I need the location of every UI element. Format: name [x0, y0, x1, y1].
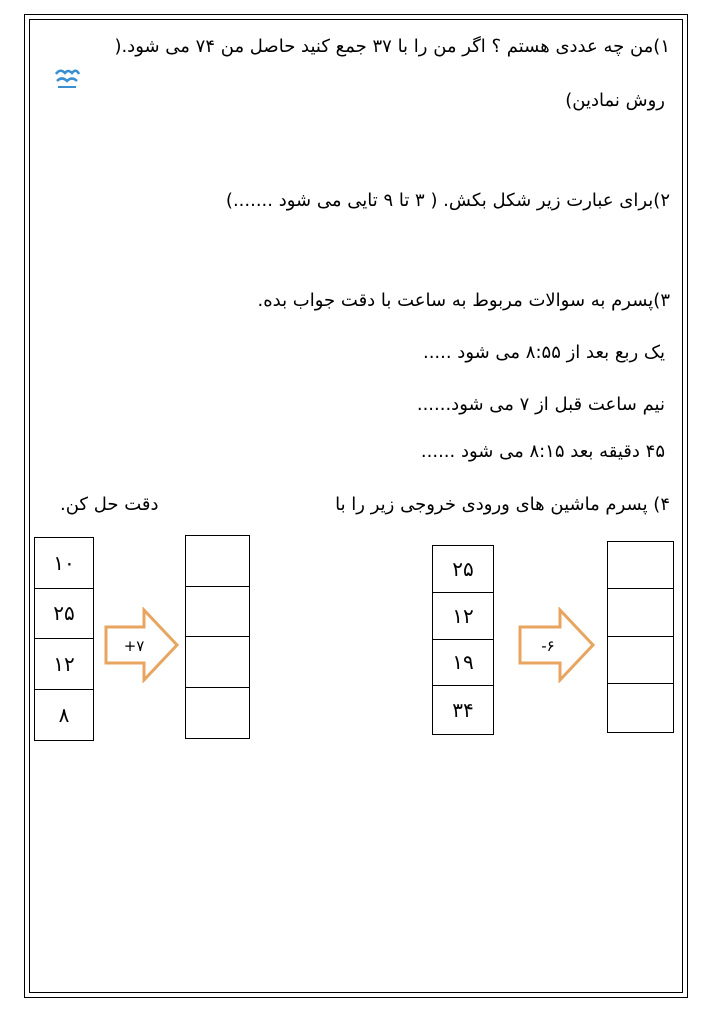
machine-left-input-2: ۲۵ [35, 589, 93, 640]
machine-left-operation: +۷ [123, 637, 145, 655]
question-3-item-2: نیم ساعت قبل از ۷ می شود...... [416, 394, 665, 415]
question-3-intro: ۳)پسرم به سوالات مربوط به ساعت با دقت جواب بده. [257, 290, 670, 311]
question-1-line-2: روش نمادین) [565, 90, 665, 111]
machine-left-output-2 [186, 587, 249, 638]
machine-right-input-3: ۱۹ [433, 640, 493, 687]
machine-right-output-1 [608, 542, 673, 589]
question-3-item-1: یک ربع بعد از ۸:۵۵ می شود ..... [422, 342, 665, 363]
question-1-line-1: ۱)من چه عددی هستم ؟ اگر من را با ۳۷ جمع کنید حاصل من ۷۴ می شود.( [114, 36, 670, 57]
logo-icon [52, 64, 82, 94]
machine-right-input-1: ۲۵ [433, 546, 493, 593]
machine-right-output-2 [608, 589, 673, 636]
machine-right-arrow [518, 607, 596, 683]
machine-left-input-1: ۱۰ [35, 538, 93, 589]
machine-right-operation: -۶ [541, 637, 555, 655]
question-4-text: ۴) پسرم ماشین های ورودی خروجی زیر را با [335, 494, 670, 515]
machine-right-input-column [432, 545, 494, 735]
machine-left-output-3 [186, 637, 249, 688]
machine-right-output-column [607, 541, 674, 733]
machine-right-input-4: ۳۴ [452, 697, 474, 722]
machine-left-output-column [185, 535, 250, 739]
machine-left-output-1 [186, 536, 249, 587]
question-3-item-3: ۴۵ دقیقه بعد ۸:۱۵ می شود ...... [420, 441, 665, 462]
machine-right-output-4 [608, 684, 673, 731]
machine-right-output-3 [608, 637, 673, 684]
machine-right-input-2: ۱۲ [433, 593, 493, 640]
machine-left-input-4: ۸ [58, 702, 70, 727]
machine-left-input-3: ۱۲ [35, 639, 93, 690]
machine-left-arrow [104, 607, 180, 683]
question-4-text-end: دقت حل کن. [60, 494, 159, 515]
question-2: ۲)برای عبارت زیر شکل بکش. ( ۳ تا ۹ تایی می شود .......) [225, 190, 670, 211]
machine-left-output-4 [186, 688, 249, 739]
machine-left-input-column [34, 537, 94, 741]
